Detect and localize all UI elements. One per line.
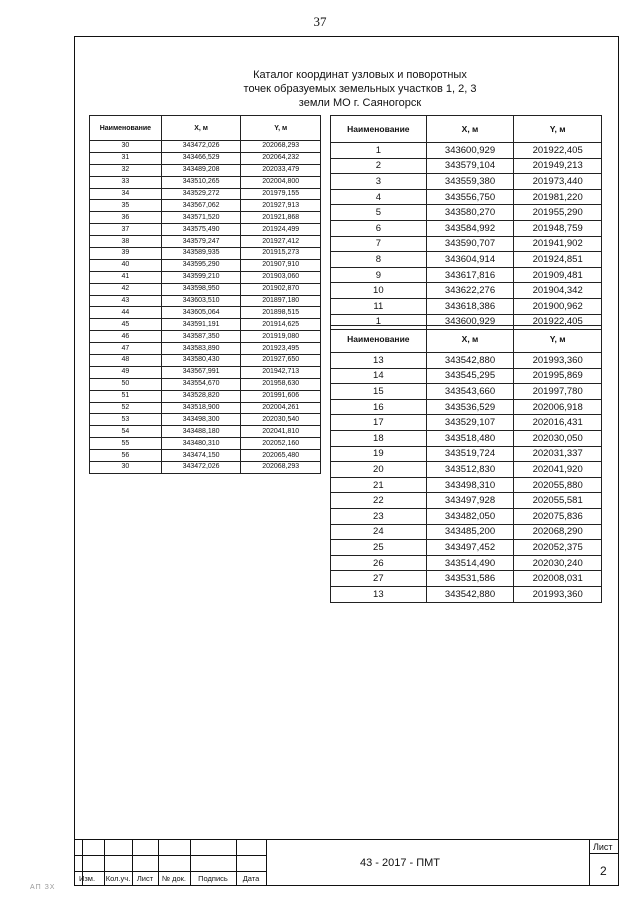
x-coordinate-cell: 343482,050 [426, 508, 514, 524]
point-name-cell: 48 [90, 355, 162, 367]
y-coordinate-cell: 201903,060 [241, 271, 321, 283]
x-coordinate-cell: 343542,880 [426, 353, 514, 369]
table-row [90, 188, 321, 200]
table-row [90, 438, 321, 450]
x-coordinate-cell: 343488,180 [161, 426, 241, 438]
y-coordinate-cell: 202008,031 [514, 571, 602, 587]
page-number: 37 [313, 14, 327, 29]
x-coordinate-cell: 343575,490 [161, 224, 241, 236]
x-coordinate-cell: 343580,270 [426, 205, 514, 221]
table-row [331, 493, 602, 509]
point-name-cell: 27 [331, 571, 427, 587]
table-row [331, 571, 602, 587]
table-row [331, 384, 602, 400]
x-coordinate-cell: 343589,935 [161, 248, 241, 260]
table-row [331, 158, 602, 174]
table-row [90, 390, 321, 402]
table-row [331, 555, 602, 571]
point-name-cell: 53 [90, 414, 162, 426]
column-header: X, м [426, 116, 514, 143]
table-row [90, 402, 321, 414]
stamp-line [589, 853, 619, 854]
y-coordinate-cell: 201927,412 [241, 236, 321, 248]
point-name-cell: 44 [90, 307, 162, 319]
x-coordinate-cell: 343529,272 [161, 188, 241, 200]
point-name-cell: 47 [90, 343, 162, 355]
x-coordinate-cell: 343518,480 [426, 430, 514, 446]
y-coordinate-cell: 202030,050 [514, 430, 602, 446]
table-row [90, 152, 321, 164]
y-coordinate-cell: 201993,360 [514, 353, 602, 369]
point-name-cell: 3 [331, 174, 427, 190]
y-coordinate-cell: 202004,800 [241, 176, 321, 188]
y-coordinate-cell: 202068,293 [241, 462, 321, 474]
y-coordinate-cell: 201941,902 [514, 236, 602, 252]
table-row [90, 212, 321, 224]
table-row [331, 586, 602, 602]
x-coordinate-cell: 343528,820 [161, 390, 241, 402]
table-row [331, 298, 602, 314]
point-name-cell: 49 [90, 366, 162, 378]
point-name-cell: 55 [90, 438, 162, 450]
y-coordinate-cell: 202041,920 [514, 462, 602, 478]
point-name-cell: 31 [90, 152, 162, 164]
y-coordinate-cell: 201991,606 [241, 390, 321, 402]
point-name-cell: 54 [90, 426, 162, 438]
x-coordinate-cell: 343604,914 [426, 252, 514, 268]
table-row [331, 252, 602, 268]
y-coordinate-cell: 201897,180 [241, 295, 321, 307]
x-coordinate-cell: 343598,950 [161, 283, 241, 295]
column-header: Y, м [241, 116, 321, 141]
x-coordinate-cell: 343559,380 [426, 174, 514, 190]
column-header: Y, м [514, 326, 602, 353]
x-coordinate-cell: 343622,276 [426, 283, 514, 299]
point-name-cell: 17 [331, 415, 427, 431]
x-coordinate-cell: 343579,247 [161, 236, 241, 248]
table-row [331, 524, 602, 540]
table-row [331, 508, 602, 524]
table-row [90, 224, 321, 236]
table-header-row [331, 116, 602, 143]
stamp-label-doc-number: № док. [161, 874, 187, 883]
x-coordinate-cell: 343554,670 [161, 378, 241, 390]
y-coordinate-cell: 201915,273 [241, 248, 321, 260]
x-coordinate-cell: 343466,529 [161, 152, 241, 164]
table-row [90, 378, 321, 390]
table-row [331, 283, 602, 299]
y-coordinate-cell: 202052,375 [514, 540, 602, 556]
stamp-label-izm: Изм. [78, 874, 96, 883]
table-row [331, 462, 602, 478]
point-name-cell: 18 [331, 430, 427, 446]
y-coordinate-cell: 201942,713 [241, 366, 321, 378]
table-row [331, 415, 602, 431]
title-line-3: земли МО г. Саяногорск [298, 97, 422, 109]
x-coordinate-cell: 343567,991 [161, 366, 241, 378]
title-line-2: точек образуемых земельных участков 1, 2, 3 [243, 83, 477, 95]
x-coordinate-cell: 343531,586 [426, 571, 514, 587]
point-name-cell: 52 [90, 402, 162, 414]
point-name-cell: 35 [90, 200, 162, 212]
y-coordinate-cell: 202068,293 [241, 141, 321, 153]
point-name-cell: 6 [331, 220, 427, 236]
y-coordinate-cell: 202055,880 [514, 477, 602, 493]
table-row [331, 236, 602, 252]
point-name-cell: 10 [331, 283, 427, 299]
x-coordinate-cell: 343584,992 [426, 220, 514, 236]
x-coordinate-cell: 343605,064 [161, 307, 241, 319]
y-coordinate-cell: 201997,780 [514, 384, 602, 400]
x-coordinate-cell: 343518,900 [161, 402, 241, 414]
y-coordinate-cell: 202064,232 [241, 152, 321, 164]
x-coordinate-cell: 343542,880 [426, 586, 514, 602]
point-name-cell: 19 [331, 446, 427, 462]
point-name-cell: 1 [331, 314, 427, 330]
point-name-cell: 23 [331, 508, 427, 524]
table-row [90, 450, 321, 462]
x-coordinate-cell: 343543,660 [426, 384, 514, 400]
x-coordinate-cell: 343514,490 [426, 555, 514, 571]
point-name-cell: 2 [331, 158, 427, 174]
point-name-cell: 34 [90, 188, 162, 200]
table-row [331, 267, 602, 283]
table-row [331, 205, 602, 221]
table-row [331, 143, 602, 159]
table-row [90, 462, 321, 474]
table-header-row [331, 326, 602, 353]
x-coordinate-cell: 343489,208 [161, 164, 241, 176]
x-coordinate-cell: 343587,350 [161, 331, 241, 343]
column-header: X, м [426, 326, 514, 353]
x-coordinate-cell: 343474,150 [161, 450, 241, 462]
x-coordinate-cell: 343600,929 [426, 143, 514, 159]
point-name-cell: 5 [331, 205, 427, 221]
y-coordinate-cell: 202006,918 [514, 399, 602, 415]
y-coordinate-cell: 201902,870 [241, 283, 321, 295]
point-name-cell: 51 [90, 390, 162, 402]
x-coordinate-cell: 343579,104 [426, 158, 514, 174]
point-name-cell: 13 [331, 353, 427, 369]
point-name-cell: 30 [90, 141, 162, 153]
table-row [90, 164, 321, 176]
y-coordinate-cell: 201914,625 [241, 319, 321, 331]
table-row [90, 319, 321, 331]
point-name-cell: 14 [331, 368, 427, 384]
column-header: X, м [161, 116, 241, 141]
y-coordinate-cell: 202031,337 [514, 446, 602, 462]
y-coordinate-cell: 202075,836 [514, 508, 602, 524]
x-coordinate-cell: 343545,295 [426, 368, 514, 384]
table-row [90, 295, 321, 307]
point-name-cell: 11 [331, 298, 427, 314]
y-coordinate-cell: 201924,851 [514, 252, 602, 268]
table-row [90, 200, 321, 212]
x-coordinate-cell: 343603,510 [161, 295, 241, 307]
table-row [331, 353, 602, 369]
column-header: Наименование [90, 116, 162, 141]
table-row [331, 477, 602, 493]
y-coordinate-cell: 202055,581 [514, 493, 602, 509]
point-name-cell: 21 [331, 477, 427, 493]
y-coordinate-cell: 201900,962 [514, 298, 602, 314]
column-header: Наименование [331, 326, 427, 353]
margin-note: АП ЗХ [30, 884, 56, 891]
stamp-line [589, 839, 590, 886]
x-coordinate-cell: 343472,026 [161, 462, 241, 474]
table-row [90, 283, 321, 295]
table-row [331, 540, 602, 556]
table-row [90, 176, 321, 188]
point-name-cell: 39 [90, 248, 162, 260]
x-coordinate-cell: 343580,430 [161, 355, 241, 367]
y-coordinate-cell: 201973,440 [514, 174, 602, 190]
x-coordinate-cell: 343583,890 [161, 343, 241, 355]
table-row [331, 430, 602, 446]
point-name-cell: 37 [90, 224, 162, 236]
point-name-cell: 13 [331, 586, 427, 602]
point-name-cell: 30 [90, 462, 162, 474]
point-name-cell: 46 [90, 331, 162, 343]
point-name-cell: 9 [331, 267, 427, 283]
table-row [90, 426, 321, 438]
y-coordinate-cell: 202030,240 [514, 555, 602, 571]
x-coordinate-cell: 343590,707 [426, 236, 514, 252]
x-coordinate-cell: 343497,928 [426, 493, 514, 509]
stamp-line [162, 871, 266, 872]
y-coordinate-cell: 202041,810 [241, 426, 321, 438]
table-row [331, 220, 602, 236]
x-coordinate-cell: 343595,290 [161, 259, 241, 271]
x-coordinate-cell: 343600,929 [426, 314, 514, 330]
y-coordinate-cell: 201993,360 [514, 586, 602, 602]
y-coordinate-cell: 202030,540 [241, 414, 321, 426]
table-row [331, 189, 602, 205]
point-name-cell: 43 [90, 295, 162, 307]
x-coordinate-cell: 343536,529 [426, 399, 514, 415]
x-coordinate-cell: 343529,107 [426, 415, 514, 431]
point-name-cell: 26 [331, 555, 427, 571]
column-header: Y, м [514, 116, 602, 143]
point-name-cell: 22 [331, 493, 427, 509]
y-coordinate-cell: 202065,480 [241, 450, 321, 462]
y-coordinate-cell: 201922,405 [514, 314, 602, 330]
x-coordinate-cell: 343512,830 [426, 462, 514, 478]
point-name-cell: 40 [90, 259, 162, 271]
table-row [90, 141, 321, 153]
stamp-line [236, 839, 237, 886]
y-coordinate-cell: 201922,405 [514, 143, 602, 159]
y-coordinate-cell: 201919,080 [241, 331, 321, 343]
table-row [90, 343, 321, 355]
table-row [90, 355, 321, 367]
table-row [90, 366, 321, 378]
table-row [331, 174, 602, 190]
point-name-cell: 42 [90, 283, 162, 295]
x-coordinate-cell: 343480,310 [161, 438, 241, 450]
stamp-label-date: Дата [242, 874, 260, 883]
stamp-line [74, 839, 619, 840]
x-coordinate-cell: 343498,300 [161, 414, 241, 426]
stamp-line [162, 855, 266, 856]
y-coordinate-cell: 201981,220 [514, 189, 602, 205]
point-name-cell: 33 [90, 176, 162, 188]
y-coordinate-cell: 201958,630 [241, 378, 321, 390]
point-name-cell: 16 [331, 399, 427, 415]
point-name-cell: 24 [331, 524, 427, 540]
document-code: 43 - 2017 - ПМТ [359, 857, 441, 869]
sheet-label: Лист [593, 842, 613, 852]
y-coordinate-cell: 202016,431 [514, 415, 602, 431]
coordinates-table-left [89, 115, 321, 474]
x-coordinate-cell: 343599,210 [161, 271, 241, 283]
y-coordinate-cell: 201948,759 [514, 220, 602, 236]
point-name-cell: 32 [90, 164, 162, 176]
point-name-cell: 41 [90, 271, 162, 283]
y-coordinate-cell: 202052,160 [241, 438, 321, 450]
point-name-cell: 7 [331, 236, 427, 252]
point-name-cell: 38 [90, 236, 162, 248]
y-coordinate-cell: 201907,910 [241, 259, 321, 271]
table-row [90, 331, 321, 343]
table-row [90, 307, 321, 319]
y-coordinate-cell: 201927,913 [241, 200, 321, 212]
x-coordinate-cell: 343519,724 [426, 446, 514, 462]
y-coordinate-cell: 201955,290 [514, 205, 602, 221]
x-coordinate-cell: 343618,386 [426, 298, 514, 314]
y-coordinate-cell: 201921,868 [241, 212, 321, 224]
table-header-row [90, 116, 321, 141]
table-row [90, 248, 321, 260]
point-name-cell: 36 [90, 212, 162, 224]
coordinates-table-right-top [330, 115, 602, 330]
point-name-cell: 8 [331, 252, 427, 268]
table-row [331, 399, 602, 415]
point-name-cell: 1 [331, 143, 427, 159]
x-coordinate-cell: 343571,520 [161, 212, 241, 224]
y-coordinate-cell: 201898,515 [241, 307, 321, 319]
point-name-cell: 50 [90, 378, 162, 390]
y-coordinate-cell: 201909,481 [514, 267, 602, 283]
x-coordinate-cell: 343498,310 [426, 477, 514, 493]
point-name-cell: 25 [331, 540, 427, 556]
x-coordinate-cell: 343510,265 [161, 176, 241, 188]
column-header: Наименование [331, 116, 427, 143]
coordinates-table-right-bottom [330, 325, 602, 603]
point-name-cell: 20 [331, 462, 427, 478]
y-coordinate-cell: 201979,155 [241, 188, 321, 200]
x-coordinate-cell: 343617,816 [426, 267, 514, 283]
stamp-line [266, 839, 267, 886]
y-coordinate-cell: 201923,495 [241, 343, 321, 355]
y-coordinate-cell: 201924,499 [241, 224, 321, 236]
x-coordinate-cell: 343472,026 [161, 141, 241, 153]
y-coordinate-cell: 202068,290 [514, 524, 602, 540]
sheet-number: 2 [600, 864, 607, 878]
x-coordinate-cell: 343485,200 [426, 524, 514, 540]
point-name-cell: 56 [90, 450, 162, 462]
point-name-cell: 4 [331, 189, 427, 205]
title-line-1: Каталог координат узловых и поворотных [253, 69, 467, 81]
y-coordinate-cell: 202004,261 [241, 402, 321, 414]
stamp-label-signature: Подпись [198, 874, 228, 883]
table-row [331, 368, 602, 384]
y-coordinate-cell: 202033,479 [241, 164, 321, 176]
stamp-label-kol-uch: Кол.уч. [105, 874, 131, 883]
y-coordinate-cell: 201995,869 [514, 368, 602, 384]
y-coordinate-cell: 201904,342 [514, 283, 602, 299]
table-row [90, 414, 321, 426]
y-coordinate-cell: 201949,213 [514, 158, 602, 174]
x-coordinate-cell: 343497,452 [426, 540, 514, 556]
y-coordinate-cell: 201927,650 [241, 355, 321, 367]
table-row [90, 271, 321, 283]
table-row [331, 446, 602, 462]
catalog-title [230, 68, 490, 110]
x-coordinate-cell: 343567,062 [161, 200, 241, 212]
point-name-cell: 45 [90, 319, 162, 331]
table-row [90, 259, 321, 271]
x-coordinate-cell: 343556,750 [426, 189, 514, 205]
stamp-label-list: Лист [136, 874, 154, 883]
point-name-cell: 15 [331, 384, 427, 400]
table-row [90, 236, 321, 248]
x-coordinate-cell: 343591,191 [161, 319, 241, 331]
